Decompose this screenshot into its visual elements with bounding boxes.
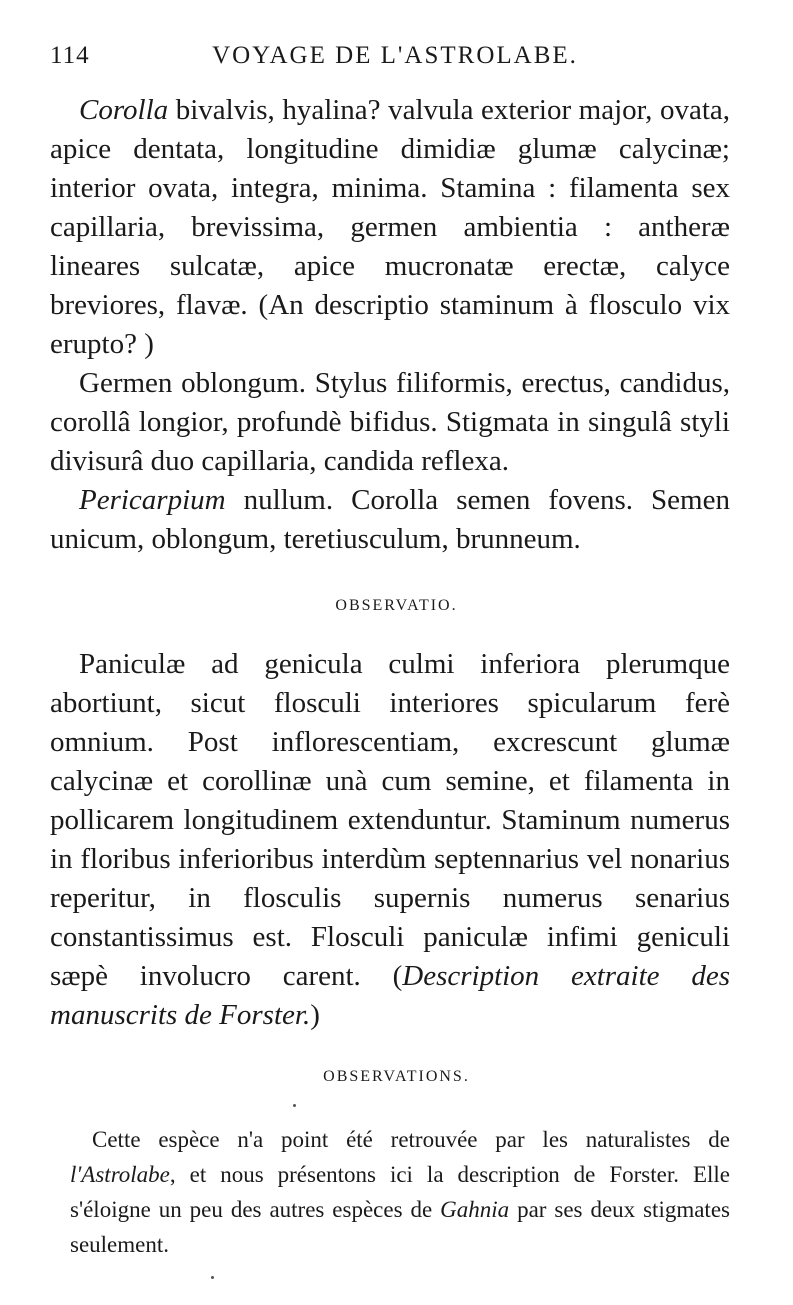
running-title: VOYAGE DE L'ASTROLABE. [212,42,578,69]
corolla-paragraph [50,91,730,364]
print-speck [293,1104,296,1107]
observatio-paragraph [50,645,730,1035]
pericarpium-paragraph [50,481,730,559]
observations-heading: OBSERVATIONS. [323,1068,470,1085]
page-number: 114 [50,42,90,69]
corolla-label: Corolla [79,94,169,126]
genus-name: Gahnia [440,1197,510,1222]
corolla-text: bivalvis, hyalina? valvula exterior major, ovata, apice dentata, longitudine dimidiæ glumæ calycinæ; interior ovata, integra, minima. Stamina : filamenta sex capillaria, brevissima, germen ambientia : antheræ lineares sulcatæ, apice mucronatæ erectæ, calyce breviores, flavæ. (An descriptio staminum à flosculo vix erupto? ) [50,94,730,360]
observatio-block [50,645,730,1035]
observatio-source: Description extraite des manuscrits de Forster. [50,960,730,1031]
ship-name: l'Astrolabe [70,1162,170,1187]
observations-text-3: par ses deux stigmates seulement. [70,1197,730,1257]
pericarpium-label: Pericarpium [79,484,226,516]
observations-text-2: , et nous présentons ici la description de Forster. Elle s'éloigne un peu des autres espèces de [70,1162,730,1222]
observations-text-1: Cette espèce n'a point été retrouvée par les naturalistes de [92,1127,730,1152]
observatio-text: Paniculæ ad genicula culmi inferiora plerumque abortiunt, sicut flosculi interiores spicularum ferè omnium. Post inflorescentiam, excrescunt glumæ calycinæ et corollinæ unà cum semine, et filamenta in pollicarem longitudinem extenduntur. Staminum numerus in floribus inferioribus interdùm septennarius vel nonarius reperitur, in flosculis supernis numerus senarius constantissimus est. Flosculi paniculæ infimi geniculi sæpè involucro carent. ( [50,648,730,992]
observations-paragraph [70,1122,730,1262]
observations-block [70,1122,730,1262]
observatio-heading: OBSERVATIO. [335,597,458,614]
print-speck [211,1276,214,1279]
description-block [50,91,730,559]
germen-paragraph: Germen oblongum. Stylus filiformis, erectus, candidus, corollâ longior, profundè bifidus. Stigmata in singulâ styli divisurâ duo capillaria, candida reflexa. [50,367,730,477]
observatio-source-close: ) [310,999,320,1031]
pericarpium-text: nullum. Corolla semen fovens. Semen unicum, oblongum, teretiusculum, brunneum. [50,484,730,555]
page-header [50,42,740,78]
